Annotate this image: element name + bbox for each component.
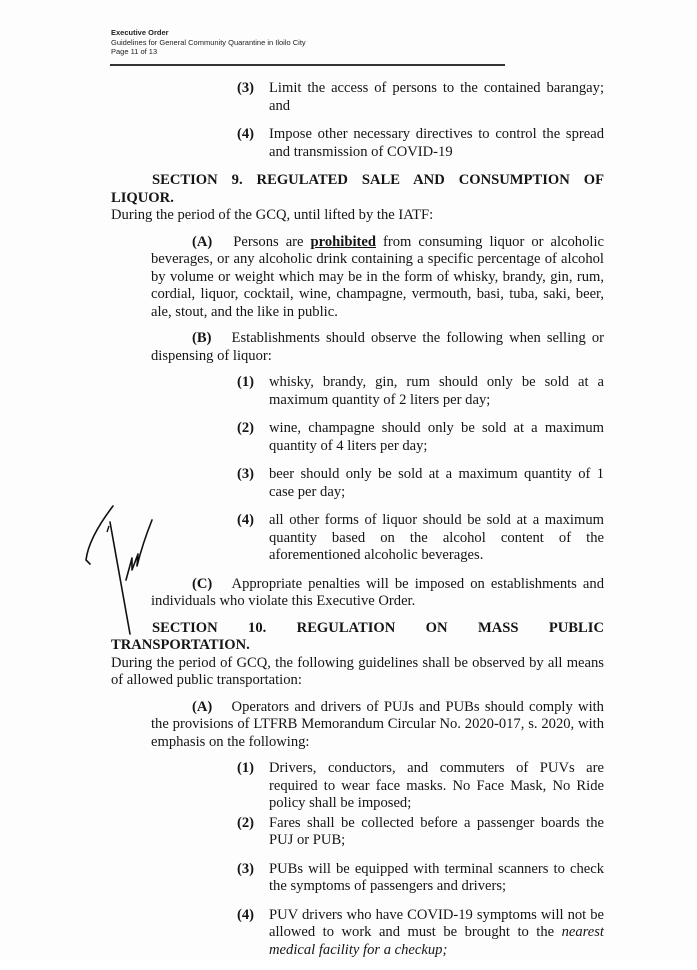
para-c-label: (C): [192, 575, 213, 592]
section-9-paragraph-a: [151, 234, 604, 322]
list-item-number: (3): [237, 860, 255, 877]
list-item-text: PUBs will be equipped with terminal scanners to check the symptoms of passengers and drivers;: [269, 860, 604, 894]
para-a-post: from consuming liquor or alcoholic beverages, or any alcoholic drink containing a specific percentage of alcohol by volume or weight which may be in the form of whisky, brandy, gin, rum, cordial, liquor, cocktail, wine, champagne, vermouth, basi, tuba, saki, beer, ale, stout, and the like in public.: [151, 233, 604, 320]
para-c-text: Appropriate penalties will be imposed on establishments and individuals who violate this Executive Order.: [151, 575, 604, 609]
section-9-intro: During the period of the GCQ, until lifted by the IATF:: [111, 207, 434, 223]
section-10-intro: During the period of GCQ, the following guidelines shall be observed by all means of allowed public transportation:: [111, 654, 604, 688]
list-item: [237, 420, 604, 455]
list-item-number: (4): [237, 512, 255, 528]
list-item-number: (4): [237, 906, 255, 923]
list-item-text-main: PUV drivers who have COVID-19 symptoms will not be allowed to work and must be brought to the: [269, 906, 604, 940]
list-item: [237, 907, 604, 960]
section-9-heading: SECTION 9. REGULATED SALE AND CONSUMPTION OF LIQUOR.: [111, 172, 604, 206]
list-item-text: Limit the access of persons to the contained barangay; and: [269, 80, 604, 114]
list-item-number: (2): [237, 814, 255, 831]
list-item-number: (1): [237, 760, 255, 776]
para-a-emphasis: prohibited: [310, 233, 376, 250]
list-item-text: wine, champagne should only be sold at a maximum quantity of 4 liters per day;: [269, 420, 604, 454]
list-item-number: (1): [237, 374, 255, 390]
header-rule: [110, 64, 505, 66]
list-item: [237, 815, 604, 850]
para-a-label: (A): [192, 233, 213, 250]
list-item: [237, 466, 604, 501]
list-item-text: beer should only be sold at a maximum quantity of 1 case per day;: [269, 466, 604, 500]
list-item-text: Fares shall be collected before a passenger boards the PUJ or PUB;: [269, 814, 604, 848]
list-item: [237, 861, 604, 896]
s10-para-a-label: (A): [192, 698, 213, 715]
section-10: [111, 620, 604, 690]
section-9-paragraph-c: [151, 576, 604, 611]
list-item: [237, 512, 604, 565]
para-b-text: Establishments should observe the following when selling or dispensing of liquor:: [151, 330, 604, 364]
para-a-pre: Persons are: [233, 233, 304, 250]
document-body: [111, 80, 604, 970]
header-subtitle: Guidelines for General Community Quarantine in Iloilo City: [111, 37, 306, 47]
s10-para-a-text: Operators and drivers of PUJs and PUBs should comply with the provisions of LTFRB Memorandum Circular No. 2020-017, s. 2020, with emphasis on the following:: [151, 698, 604, 750]
list-item: [237, 80, 604, 115]
page-header: [111, 28, 306, 57]
section-9-paragraph-b: [151, 330, 604, 365]
list-item-number: (3): [237, 466, 255, 482]
list-item-text: all other forms of liquor should be sold at a maximum quantity based on the alcohol content of the aforementioned alcoholic beverages.: [269, 512, 604, 563]
header-doc-type: Executive Order: [111, 28, 169, 37]
section-9: [111, 172, 604, 225]
list-item-number: (2): [237, 420, 255, 436]
list-item-number: (3): [237, 80, 255, 96]
list-item: [237, 126, 604, 161]
list-item: [237, 374, 604, 409]
list-item-text-italic: nearest medical facility for a checkup;: [269, 924, 604, 958]
section-10-paragraph-a: [151, 699, 604, 752]
list-item-text: Impose other necessary directives to control the spread and transmission of COVID-19: [269, 126, 604, 160]
section-10-heading: SECTION 10. REGULATION ON MASS PUBLIC TRANSPORTATION.: [111, 619, 604, 653]
header-page-label: Page 11 of 13: [111, 47, 158, 56]
list-item-number: (4): [237, 126, 255, 142]
para-b-label: (B): [192, 330, 212, 346]
list-item-text: [269, 907, 604, 960]
handwritten-initials-signature: [80, 498, 170, 638]
list-item-text: Drivers, conductors, and commuters of PUVs are required to wear face masks. No Face Mask, No Ride policy shall be imposed;: [269, 760, 604, 811]
list-item-text: whisky, brandy, gin, rum should only be sold at a maximum quantity of 2 liters per day;: [269, 374, 604, 408]
list-item: [237, 760, 604, 813]
